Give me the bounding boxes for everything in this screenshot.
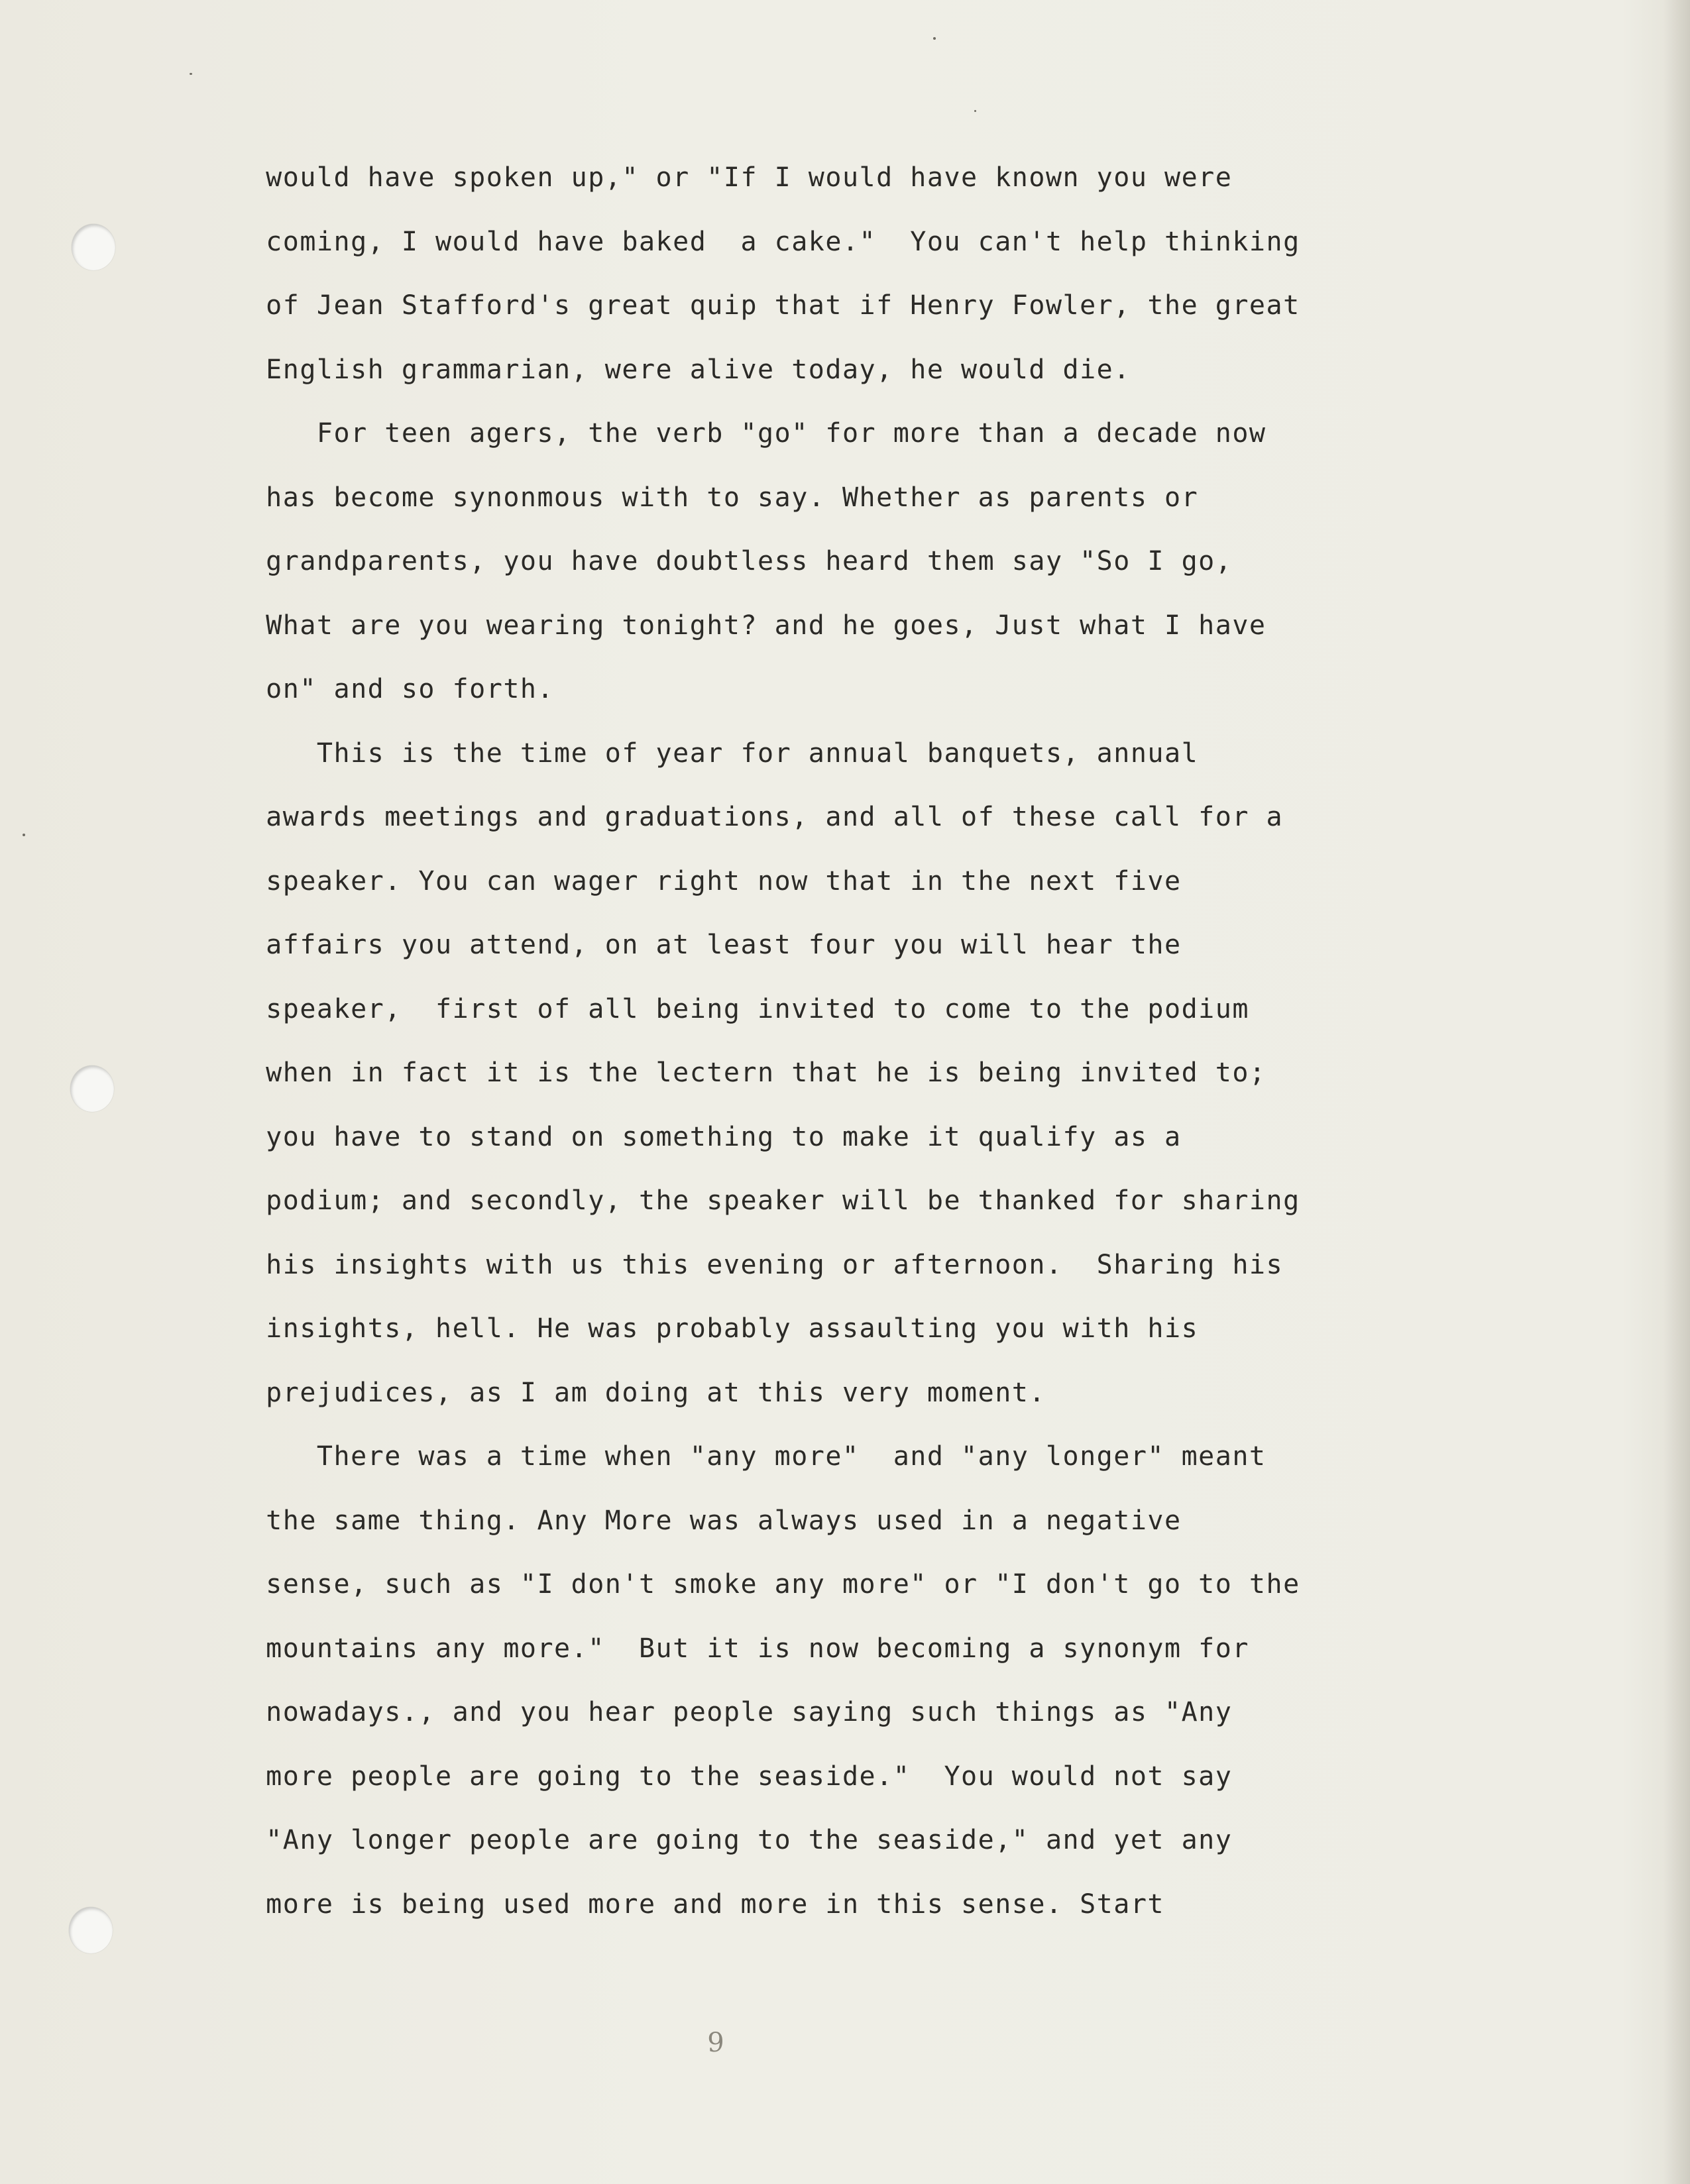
text-line: when in fact it is the lectern that he is being invited to;: [232, 1058, 1267, 1088]
text-line: mountains any more." But it is now becoming a synonym for: [232, 1633, 1249, 1664]
text-line: sense, such as "I don't smoke any more" or "I don't go to the: [232, 1569, 1300, 1600]
text-line: prejudices, as I am doing at this very moment.: [232, 1377, 1046, 1408]
text-line: of Jean Stafford's great quip that if Henry Fowler, the great: [232, 290, 1300, 321]
text-line: you have to stand on something to make it qualify as a: [232, 1121, 1182, 1152]
page-number: 9: [707, 2028, 724, 2058]
text-line: For teen agers, the verb "go" for more than a decade now: [232, 418, 1267, 449]
typewritten-body: [232, 158, 1300, 1948]
text-line: nowadays., and you hear people saying such things as "Any: [232, 1697, 1233, 1727]
text-line: coming, I would have baked a cake." You can't help thinking: [232, 226, 1300, 257]
text-line: "Any longer people are going to the seaside," and yet any: [232, 1825, 1233, 1855]
text-line: There was a time when "any more" and "any longer" meant: [232, 1441, 1267, 1472]
text-line: his insights with us this evening or afternoon. Sharing his: [232, 1249, 1284, 1280]
text-line: more is being used more and more in this sense. Start: [232, 1888, 1165, 1920]
text-line: speaker. You can wager right now that in the next five: [232, 865, 1182, 897]
text-line: This is the time of year for annual banquets, annual: [232, 737, 1199, 769]
text-line: grandparents, you have doubtless heard them say "So I go,: [232, 546, 1233, 576]
text-line: podium; and secondly, the speaker will be thanked for sharing: [232, 1185, 1300, 1216]
text-line: English grammarian, were alive today, he would die.: [232, 354, 1131, 385]
text-line: the same thing. Any More was always used in a negative: [232, 1505, 1182, 1536]
text-line: awards meetings and graduations, and all of these call for a: [232, 802, 1284, 832]
paper-speck: [933, 37, 936, 40]
text-line: speaker, first of all being invited to come to the podium: [232, 993, 1249, 1024]
text-line: more people are going to the seaside." You would not say: [232, 1761, 1233, 1792]
text-line: on" and so forth.: [232, 674, 555, 704]
text-line: affairs you attend, on at least four you will hear the: [232, 930, 1182, 960]
paper-speck: [190, 73, 192, 75]
paper-speck: [23, 834, 25, 836]
text-line: has become synonmous with to say. Whether as parents or: [232, 482, 1199, 513]
binder-hole-top: [72, 224, 115, 270]
binder-hole-middle: [70, 1065, 114, 1112]
text-line: would have spoken up," or "If I would have known you were: [232, 162, 1233, 193]
page-edge-shadow: [1663, 0, 1690, 2184]
paper-speck: [974, 110, 976, 112]
text-line: What are you wearing tonight? and he goes, Just what I have: [232, 610, 1267, 641]
binder-hole-bottom: [69, 1907, 113, 1953]
text-line: insights, hell. He was probably assaulting you with his: [232, 1313, 1199, 1344]
